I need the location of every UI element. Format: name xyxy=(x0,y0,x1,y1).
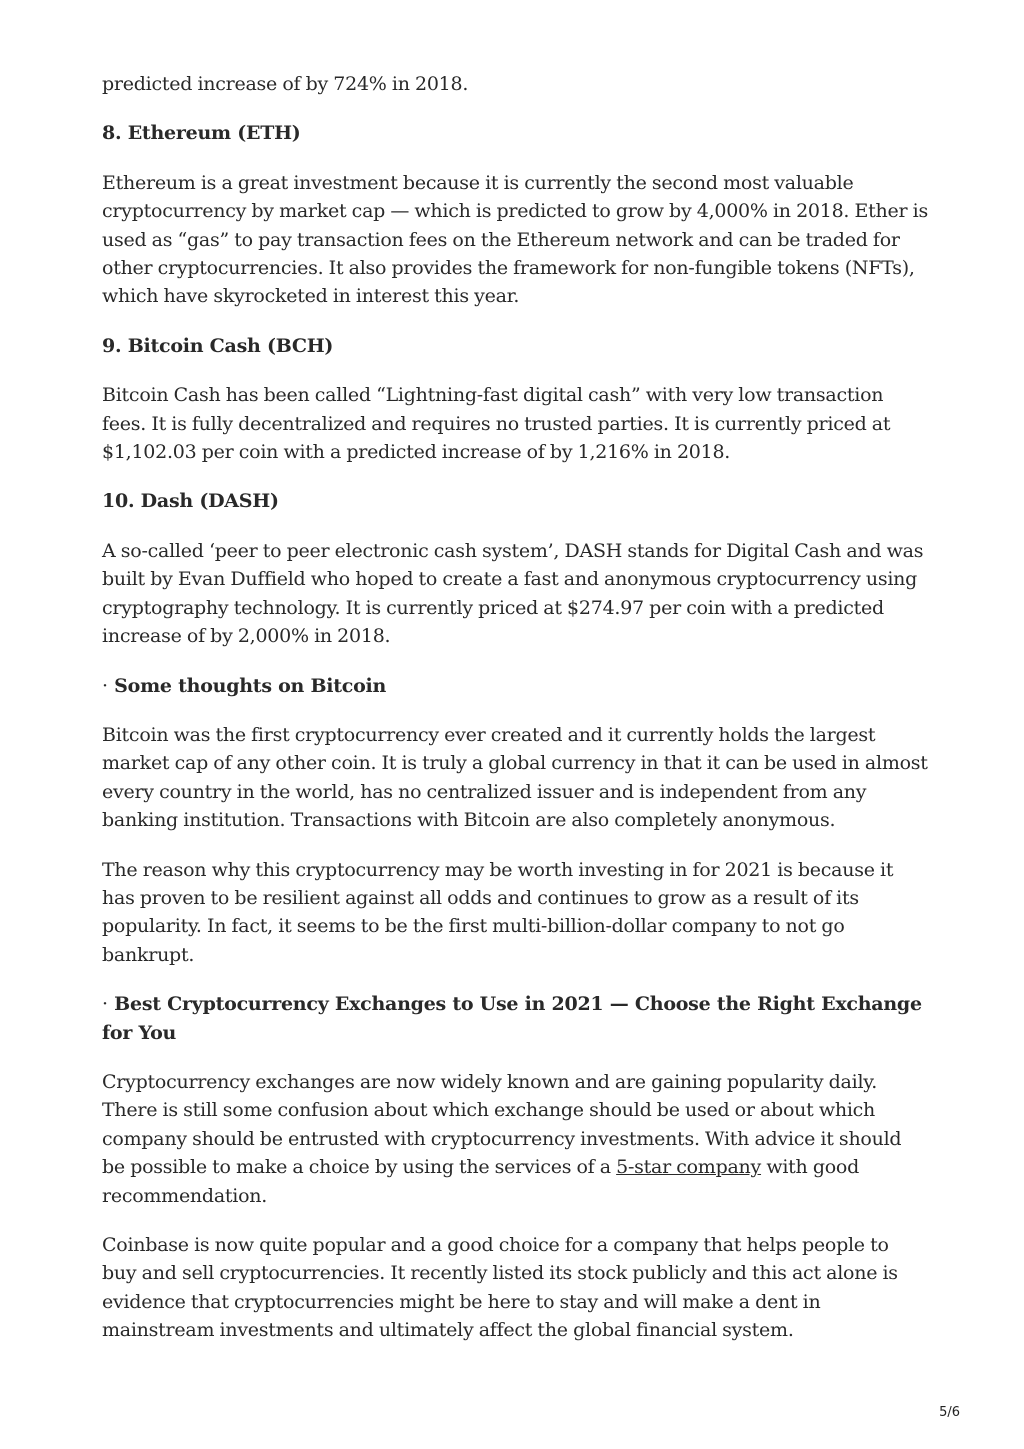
exchanges-paragraph-2: Coinbase is now quite popular and a good choice for a company that helps people to buy and sell cryptocurrencies. It recently listed its stock publicly and this act alone is evidence that cryptocurrencies might be here to stay and will make a dent in mainstream investments and ultimately affect the global financial system. xyxy=(102,1234,898,1342)
ethereum-paragraph: Ethereum is a great investment because it is currently the second most valuable cryptocurrency by market cap — which is predicted to grow by 4,000% in 2018. Ether is used as “gas” to pay transaction fees on the Ethereum network and can be traded for other cryptocurrencies. It also provides the framework for non-fungible tokens (NFTs), which have skyrocketed in interest this year. xyxy=(102,171,928,308)
exchanges-paragraph-1 xyxy=(102,1068,928,1210)
bitcoin-cash-paragraph: Bitcoin Cash has been called “Lightning-fast digital cash” with very low transaction fees. It is fully decentralized and requires no trusted parties. It is currently priced at $1,102.03 per coin with a predicted increase of by 1,216% in 2018. xyxy=(102,384,891,464)
section-heading-ethereum: 8. Ethereum (ETH) xyxy=(102,122,301,145)
section-heading-dash: 10. Dash (DASH) xyxy=(102,490,279,513)
article-body xyxy=(102,70,928,1345)
page-number: 5/6 xyxy=(939,1405,960,1420)
dash-paragraph: A so-called ‘peer to peer electronic cash system’, DASH stands for Digital Cash and was built by Evan Duffield who hoped to create a fast and anonymous cryptocurrency using cryptography technology. It is currently priced at $274.97 per coin with a predicted increase of by 2,000% in 2018. xyxy=(102,539,924,648)
bullet-mark: · xyxy=(102,993,108,1016)
exchanges-text-after-link: with good recommendation. xyxy=(102,1156,860,1207)
bitcoin-paragraph-2: The reason why this cryptocurrency may be worth investing in for 2021 is because it has proven to be resilient against all odds and continues to grow as a result of its popularity. In fact, it seems to be the first multi-billion-dollar company to not go bankrupt. xyxy=(102,858,894,966)
section-heading-bitcoin-cash: 9. Bitcoin Cash (BCH) xyxy=(102,334,334,357)
heading-text: Some thoughts on Bitcoin xyxy=(114,674,387,697)
bullet-mark: · xyxy=(102,674,108,697)
exchanges-text-before-link: Cryptocurrency exchanges are now widely known and are gaining popularity daily. There is still some confusion about which exchange should be used or about which company should be entrusted with cryptocurrency investments. With advice it should be possible to make a choice by using the services of a xyxy=(102,1070,902,1179)
bitcoin-paragraph-1: Bitcoin was the first cryptocurrency ever created and it currently holds the largest market cap of any other coin. It is truly a global currency in that it can be used in almost every country in the world, has no centralized issuer and is independent from any banking institution. Transactions with Bitcoin are also completely anonymous. xyxy=(102,723,928,832)
intro-paragraph-tail: predicted increase of by 724% in 2018. xyxy=(102,73,469,95)
section-heading-bitcoin-thoughts xyxy=(102,672,928,700)
heading-text: Best Cryptocurrency Exchanges to Use in 2021 — Choose the Right Exchange for You xyxy=(102,993,922,1044)
five-star-company-link[interactable]: 5-star company xyxy=(616,1156,762,1179)
section-heading-exchanges xyxy=(102,990,928,1047)
